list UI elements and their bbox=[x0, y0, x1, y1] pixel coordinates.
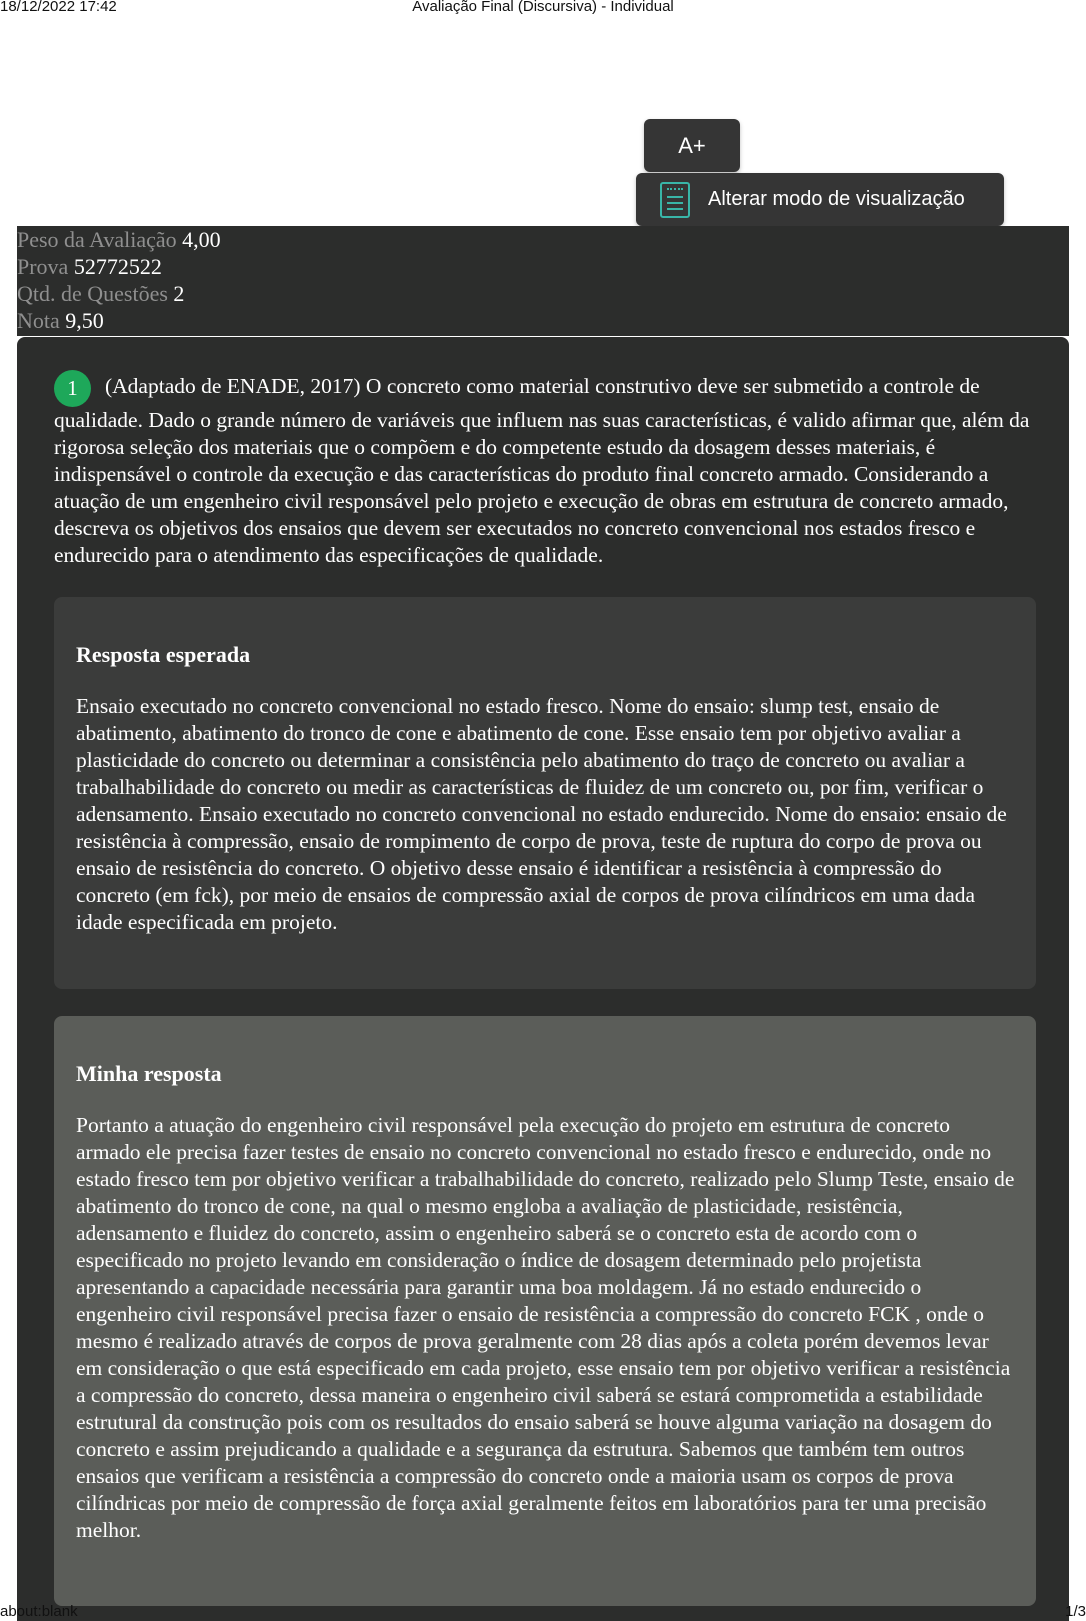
document-icon bbox=[660, 182, 690, 218]
info-exam-value: 52772522 bbox=[73, 254, 162, 279]
question-card bbox=[17, 337, 1069, 1621]
info-weight-label: Peso da Avaliação bbox=[17, 227, 177, 252]
print-page-number: 1/3 bbox=[1065, 1603, 1086, 1620]
change-view-mode-label: Alterar modo de visualização bbox=[708, 188, 965, 210]
info-weight bbox=[17, 226, 1069, 253]
info-exam bbox=[17, 253, 1069, 280]
question-statement bbox=[54, 370, 1054, 569]
info-weight-value: 4,00 bbox=[182, 227, 221, 252]
print-datetime: 18/12/2022 17:42 bbox=[0, 0, 117, 15]
my-answer-box bbox=[54, 1016, 1036, 1606]
expected-answer-box bbox=[54, 597, 1036, 989]
info-questions-value: 2 bbox=[173, 281, 185, 306]
info-questions bbox=[17, 280, 1069, 307]
question-text: (Adaptado de ENADE, 2017) O concreto como material construtivo deve ser submetido a controle de qualidade. Dado o grande número de variáveis que influem nas suas características, é valido afirmar que, além da rigorosa seleção dos materiais que o compõem e do competente estudo da dosagem desses materiais, é indispensável o controle da execução e das características do produto final concreto armado. Considerando a atuação de um engenheiro civil responsável pelo projeto e execução de obras em estrutura de concreto armado, descreva os objetivos dos ensaios que devem ser executados no concreto convencional nos estados fresco e endurecido para o atendimento das especificações de qualidade. bbox=[54, 374, 1030, 567]
info-questions-label: Qtd. de Questões bbox=[17, 281, 168, 306]
print-document-title: Avaliação Final (Discursiva) - Individual bbox=[412, 0, 674, 15]
info-grade-value: 9,50 bbox=[65, 308, 104, 333]
expected-answer-title: Resposta esperada bbox=[76, 642, 251, 667]
expected-answer-text: Ensaio executado no concreto convencional no estado fresco. Nome do ensaio: slump test, ensaio de abatimento, abatimento do tronco de cone e abatimento de cone. Esse ensaio tem por objetivo avaliar a plasticidade do concreto ou determinar a consistência pelo abatimento do traço de concreto ou avaliar a trabalhabilidade do concreto ou medir as características de fluidez de um concreto ou, por fim, verificar o adensamento. Ensaio executado no concreto convencional no estado endurecido. Nome do ensaio: ensaio de resistência à compressão, ensaio de rompimento de corpo de prova, teste de ruptura do corpo de prova ou ensaio de resistência do concreto. O objetivo desse ensaio é identificar a resistência à compressão do concreto (em fck), por meio de ensaios de compressão axial de corpos de prova cilíndricos em uma dada idade especificada em projeto. bbox=[76, 694, 1007, 934]
my-answer-text: Portanto a atuação do engenheiro civil responsável pela execução do projeto em estrutura de concreto armado ele precisa fazer testes de ensaio no concreto convencional no estado fresco e endurecido, onde no estado fresco tem por objetivo verificar a trabalhabilidade do concreto, realizado pelo Slump Teste, ensaio de abatimento do tronco de cone, na qual o mesmo engloba a avaliação de plasticidade, resistência, adensamento e fluidez do concreto, assim o engenheiro saberá se o concreto esta de acordo com o especificado no projeto levando em consideração o índice de dosagem determinado pelo projetista apresentando a capacidade necessária para garantir uma boa moldagem. Já no estado endurecido o engenheiro civil responsável precisa fazer o ensaio de resistência a compressão do concreto FCK , onde o mesmo é realizado através de corpos de prova geralmente com 28 dias após a coleta porém devemos levar em consideração o que está especificado em cada projeto, esse ensaio tem por objetivo verificar a resistência a compressão do concreto, dessa maneira o engenheiro civil saberá se estará comprometida a estabilidade estrutural da construção pois com os resultados do ensaio saberá se houve alguma variação na dosagem do concreto e assim prejudicando a qualidade e a segurança da estrutura. Sabemos que também tem outros ensaios que verificam a resistência a compressão do concreto onde a maioria usam os corpos de prova cilíndricas por meio de compressão de força axial geralmente feitos em laboratórios para ter uma precisão melhor. bbox=[76, 1113, 1015, 1542]
increase-font-button[interactable]: A+ bbox=[644, 119, 740, 172]
info-grade-label: Nota bbox=[17, 308, 60, 333]
print-url: about:blank bbox=[0, 1603, 78, 1620]
info-grade bbox=[17, 307, 1069, 334]
my-answer-title: Minha resposta bbox=[76, 1061, 222, 1086]
info-exam-label: Prova bbox=[17, 254, 69, 279]
print-footer bbox=[0, 1601, 1086, 1621]
question-number-badge: 1 bbox=[54, 370, 91, 407]
change-view-mode-button[interactable] bbox=[636, 173, 1004, 226]
print-header bbox=[0, 0, 1086, 18]
exam-info-panel bbox=[17, 226, 1069, 336]
